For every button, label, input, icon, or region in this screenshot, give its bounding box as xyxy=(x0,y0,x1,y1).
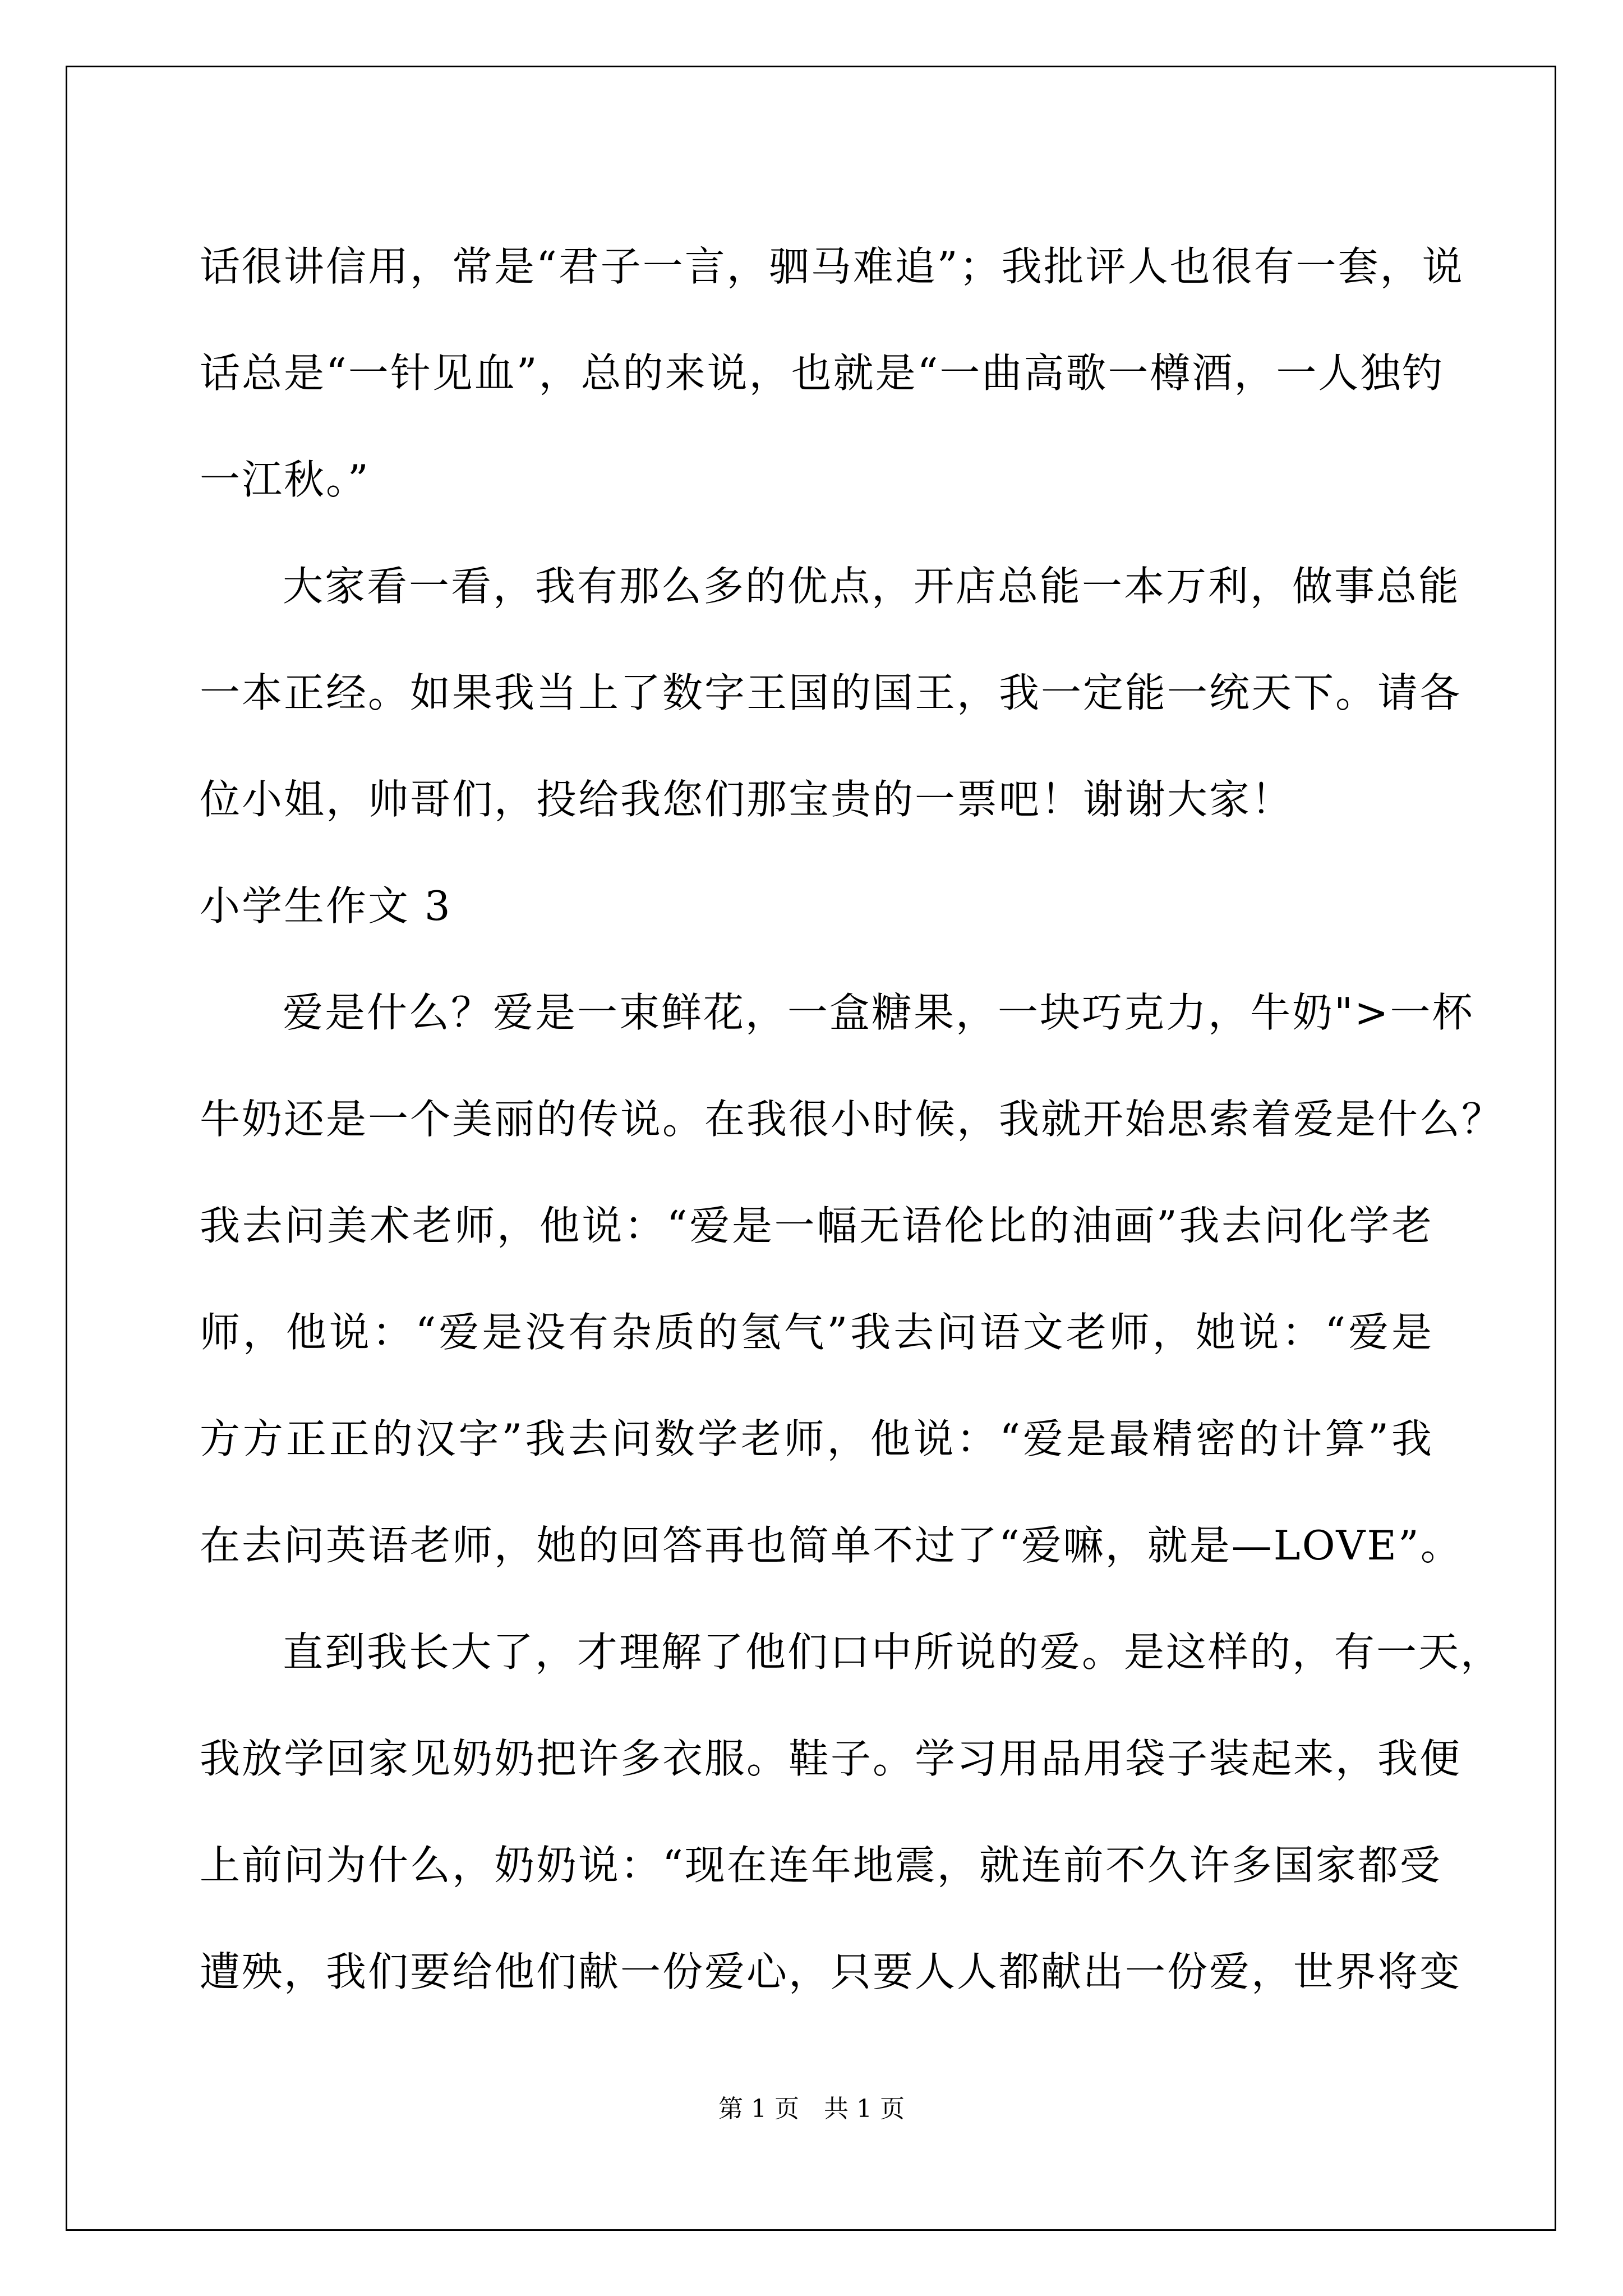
text-line: 位小姐，帅哥们，投给我您们那宝贵的一票吧！谢谢大家！ xyxy=(200,776,1294,823)
text-line: 大家看一看，我有那么多的优点，开店总能一本万利，做事总能 xyxy=(283,563,1461,610)
text-line: 爱是什么？爱是一束鲜花，一盒糖果，一块巧克力，牛奶">一杯 xyxy=(283,989,1474,1036)
text-line: 牛奶还是一个美丽的传说。在我很小时候，我就开始思索着爱是什么？ xyxy=(200,1096,1504,1143)
text-line: 方方正正的汉字”我去问数学老师，他说：“爱是最精密的计算”我 xyxy=(200,1415,1433,1462)
section-heading: 小学生作文 3 xyxy=(200,882,452,930)
text-line: 我放学回家见奶奶把许多衣服。鞋子。学习用品用袋子装起来，我便 xyxy=(200,1735,1462,1782)
text-line: 一本正经。如果我当上了数字王国的国王，我一定能一统天下。请各 xyxy=(200,669,1462,716)
text-line: 一江秋。” xyxy=(200,456,370,503)
page-footer: 第 1 页 共 1 页 xyxy=(718,2095,905,2123)
text-line: 师，他说：“爱是没有杂质的氢气”我去问语文老师，她说：“爱是 xyxy=(200,1309,1433,1356)
text-line: 上前问为什么，奶奶说：“现在连年地震，就连前不久许多国家都受 xyxy=(200,1842,1442,1889)
text-line: 直到我长大了，才理解了他们口中所说的爱。是这样的，有一天， xyxy=(283,1628,1503,1676)
document-body xyxy=(200,213,1504,2025)
text-line: 话很讲信用，常是“君子一言，驷马难追”；我批评人也很有一套，说 xyxy=(200,243,1464,290)
text-line: 我去问美术老师，他说：“爱是一幅无语伦比的油画”我去问化学老 xyxy=(200,1202,1433,1249)
text-line: 遭殃，我们要给他们献一份爱心，只要人人都献出一份爱，世界将变 xyxy=(200,1948,1462,1995)
text-line: 话总是“一针见血”，总的来说，也就是“一曲高歌一樽酒，一人独钓 xyxy=(200,349,1445,397)
text-line: 在去问英语老师，她的回答再也简单不过了“爱嘛，就是—LOVE”。 xyxy=(200,1522,1463,1569)
